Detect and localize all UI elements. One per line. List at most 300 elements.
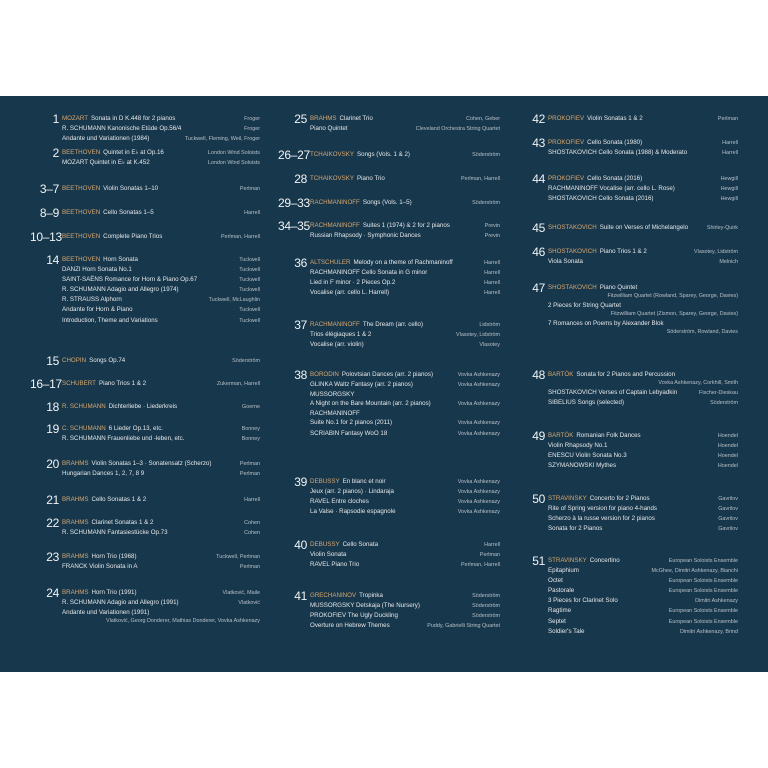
track-line — [310, 507, 500, 517]
track-line — [548, 301, 738, 310]
work-title — [548, 247, 691, 256]
performer: Lidström — [479, 322, 500, 328]
track-line — [548, 524, 738, 534]
work-title — [548, 319, 735, 328]
work-text: Piano Quintet — [310, 125, 348, 133]
work-title — [310, 507, 455, 516]
work-title — [310, 399, 455, 408]
work-text: Suite on Verses of Michelangelo — [599, 224, 689, 231]
disc-entry — [30, 114, 260, 144]
work-title — [548, 556, 666, 565]
work-title — [310, 390, 497, 399]
work-text: Russian Rhapsody · Symphonic Dances — [310, 232, 421, 240]
work-text: R. SCHUMANN Frauenliebe und -leben, etc. — [62, 435, 185, 443]
disc-entry — [516, 138, 738, 158]
track-line — [62, 424, 260, 434]
work-title — [62, 134, 182, 143]
track-line — [62, 402, 260, 412]
work-text: Piano Quintet — [599, 284, 638, 291]
composer: PROKOFIEV — [548, 139, 585, 146]
disc-number: 51 — [532, 554, 545, 568]
disc-entry — [30, 495, 260, 505]
performer: Melnich — [719, 259, 738, 266]
work-title — [62, 402, 239, 411]
work-title — [62, 562, 237, 571]
composer: BEETHOVEN — [62, 185, 101, 192]
work-text: 7 Romances on Poems by Alexander Blok — [548, 320, 664, 328]
performer: Söderström — [472, 152, 500, 158]
work-text: RACHMANINOFF Cello Sonata in G minor — [310, 269, 428, 277]
work-title — [310, 150, 469, 159]
track-line — [310, 340, 500, 350]
track-line — [62, 518, 260, 528]
performer: Fitzwilliam Quartet (Zismon, Sparey, George, Davies) — [610, 311, 738, 318]
track-line — [62, 562, 260, 572]
work-text: Cello Sonata — [342, 541, 379, 548]
track-line — [548, 148, 738, 158]
disc-entry — [30, 552, 260, 572]
work-title — [310, 611, 469, 620]
work-text: Horn Trio (1991) — [91, 589, 137, 596]
performer: Cohen, Geber — [466, 116, 500, 122]
disc-number: 39 — [294, 475, 307, 489]
work-title — [62, 316, 236, 325]
performer: Tuckwell — [239, 257, 260, 263]
work-title — [62, 305, 236, 314]
track-line — [310, 370, 500, 380]
disc-entry — [30, 255, 260, 326]
work-title — [548, 451, 715, 460]
track-line — [310, 409, 500, 418]
track-line — [310, 150, 500, 160]
disc-entry — [516, 174, 738, 204]
performer: Tuckwell, Perlman — [216, 554, 260, 560]
performer: McGhee, Dimitri Ashkenazy, Bianchi — [651, 568, 738, 575]
track-line — [310, 114, 500, 124]
work-title — [62, 469, 237, 478]
work-text: Piano Trios 1 & 2 — [98, 380, 147, 387]
track-line — [310, 560, 500, 570]
performer: Goerne — [242, 404, 260, 410]
work-text: 6 Lieder Op.13, etc. — [108, 425, 164, 432]
work-text: SAINT-SAËNS Romance for Horn & Piano Op.67 — [62, 276, 198, 284]
work-text: Jeux (arr. 2 pianos) · Lindaraja — [310, 488, 394, 496]
work-text: The Dream (arr. cello) — [362, 321, 424, 328]
work-title — [310, 601, 469, 610]
disc-number: 49 — [532, 429, 545, 443]
work-text: Hungarian Dances 1, 2, 7, 8 9 — [62, 470, 145, 478]
track-line — [548, 596, 738, 606]
composer: STRAVINSKY — [548, 557, 587, 564]
performer: Vlasotey, Lidström — [694, 249, 738, 255]
track-line — [310, 198, 500, 208]
track-line — [548, 292, 738, 301]
work-title — [310, 340, 476, 349]
track-line — [548, 328, 738, 337]
work-title — [548, 431, 715, 440]
track-line — [62, 459, 260, 469]
work-text: Trios élégiaques 1 & 2 — [310, 331, 372, 339]
work-text: Quintet in E♭ at Op.16 — [103, 149, 164, 156]
performer: Söderström — [472, 613, 500, 620]
work-text: Cello Sonatas 1 & 2 — [91, 496, 147, 503]
work-text: Ragtime — [548, 607, 572, 615]
work-title — [310, 174, 458, 183]
track-line — [548, 114, 738, 124]
disc-entry — [516, 370, 738, 408]
work-text: Songs (Vols. 1–5) — [362, 199, 412, 206]
track-line — [62, 255, 260, 265]
disc-entry — [30, 402, 260, 412]
work-title — [548, 148, 719, 157]
disc-number: 2 — [52, 146, 59, 160]
composer: R. SCHUMANN — [62, 403, 106, 410]
performer: Zukerman, Harrell — [216, 381, 260, 387]
work-title — [62, 275, 236, 284]
performer: Bonney — [241, 426, 260, 432]
performer: Gavrilov — [718, 506, 738, 513]
composer: BARTÓK — [548, 432, 574, 439]
disc-number: 3–7 — [39, 182, 59, 196]
work-title — [548, 627, 677, 636]
performer: European Soloists Ensemble — [668, 608, 738, 615]
track-line — [548, 319, 738, 328]
disc-number: 34–35 — [278, 219, 310, 233]
disc-entry — [516, 223, 738, 233]
work-text: RACHMANINOFF — [310, 410, 360, 418]
performer: Perlman — [239, 471, 260, 478]
work-title — [548, 184, 718, 193]
performer: Harrell — [244, 497, 260, 503]
work-text: Concertino — [589, 557, 620, 564]
track-line — [310, 278, 500, 288]
work-text: GLINKA Waltz Fantasy (arr. 2 pianos) — [310, 381, 413, 389]
work-title — [62, 255, 236, 264]
composer: BARTÓK — [548, 371, 574, 378]
work-text: DANZI Horn Sonata No.1 — [62, 266, 132, 274]
performer: Tuckwell — [239, 267, 260, 274]
work-title — [310, 114, 463, 123]
work-title — [62, 608, 257, 617]
track-line — [62, 316, 260, 326]
work-text: Octet — [548, 577, 563, 585]
work-title — [548, 223, 704, 232]
work-title — [62, 379, 214, 388]
work-text: Horn Trio (1968) — [91, 553, 137, 560]
work-title — [62, 588, 220, 597]
composer: BEETHOVEN — [62, 233, 101, 240]
work-text: R. SCHUMANN Adagio and Allegro (1974) — [62, 286, 179, 294]
disc-number: 18 — [46, 400, 59, 414]
disc-entry — [30, 356, 260, 366]
performer: Harrell — [484, 542, 500, 548]
performer: Söderström — [232, 358, 260, 364]
disc-entry — [278, 174, 500, 184]
track-line — [310, 221, 500, 231]
performer: Söderström — [472, 603, 500, 610]
track-line — [62, 495, 260, 505]
work-title — [548, 566, 649, 575]
track-line — [548, 494, 738, 504]
track-line — [310, 591, 500, 601]
disc-number: 26–27 — [278, 148, 310, 162]
performer: Tuckwell, Fleming, Weil, Froger — [184, 136, 260, 143]
disc-number: 1 — [52, 112, 59, 126]
track-line — [548, 627, 738, 637]
track-line — [310, 258, 500, 268]
work-title — [310, 221, 482, 230]
track-line — [548, 566, 738, 576]
performer: Vovka Ashkenazy — [457, 372, 500, 378]
disc-entry — [278, 477, 500, 517]
disc-entry — [278, 370, 500, 439]
work-title — [62, 356, 229, 365]
performer: Gavrilov — [718, 516, 738, 523]
work-text: Violin Rhapsody No.1 — [548, 442, 608, 450]
track-line — [548, 223, 738, 233]
disc-entry — [516, 114, 738, 124]
work-title — [548, 606, 666, 615]
work-text: Tropinka — [359, 592, 383, 599]
disc-number: 28 — [294, 172, 307, 186]
work-title — [62, 265, 236, 274]
composer: MOZART — [62, 115, 89, 122]
work-title — [548, 194, 718, 203]
work-text: Epitaphium — [548, 567, 579, 575]
track-line — [310, 601, 500, 611]
work-title — [310, 591, 469, 600]
performer: Dimitri Ashkenazy — [695, 598, 738, 605]
work-text: 3 Pieces for Clarinet Solo — [548, 597, 618, 605]
work-text: PROKOFIEV The Ugly Duckling — [310, 612, 398, 620]
track-line — [62, 184, 260, 194]
disc-entry — [30, 459, 260, 479]
disc-number: 46 — [532, 245, 545, 259]
track-line — [310, 390, 500, 399]
track-line — [62, 305, 260, 315]
disc-number: 43 — [532, 136, 545, 150]
track-line — [62, 275, 260, 285]
composer: RACHMANINOFF — [310, 321, 360, 328]
work-title — [548, 138, 719, 147]
performer: Tuckwell — [239, 317, 260, 324]
work-title — [62, 434, 239, 443]
track-line — [548, 504, 738, 514]
work-text: ENESCU Violin Sonata No.3 — [548, 452, 627, 460]
track-line — [548, 283, 738, 292]
disc-entry — [516, 556, 738, 637]
disc-number: 20 — [46, 457, 59, 471]
performer: Hewgill — [720, 196, 738, 203]
performer: Hoendel — [717, 443, 738, 450]
composer: PROKOFIEV — [548, 175, 585, 182]
composer: BRAHMS — [62, 460, 89, 467]
work-title — [548, 617, 666, 626]
performer: Harrell — [484, 260, 500, 266]
work-title — [548, 174, 718, 183]
work-title — [548, 586, 666, 595]
composer: C. SCHUMANN — [62, 425, 106, 432]
work-title — [310, 487, 455, 496]
disc-number: 50 — [532, 492, 545, 506]
work-title — [548, 398, 707, 407]
disc-entry — [278, 150, 500, 160]
work-text: SCRIABIN Fantasy WoO 18 — [310, 429, 388, 437]
disc-entry — [30, 148, 260, 168]
disc-number: 19 — [46, 422, 59, 436]
track-line — [62, 356, 260, 366]
work-title — [310, 409, 497, 418]
track-line — [310, 268, 500, 278]
work-title — [548, 576, 666, 585]
work-text: RAVEL Entre cloches — [310, 498, 369, 506]
work-title — [62, 598, 235, 607]
work-title — [62, 295, 206, 304]
work-title — [548, 514, 715, 523]
performer: Shirley-Quirk — [706, 225, 738, 231]
work-text: Andante und Variationen (1991) — [62, 609, 150, 617]
disc-entry — [30, 588, 260, 626]
disc-entry — [516, 431, 738, 471]
track-line — [62, 265, 260, 275]
disc-number: 44 — [532, 172, 545, 186]
performer: European Soloists Ensemble — [668, 578, 738, 585]
track-line — [310, 330, 500, 340]
composer: BEETHOVEN — [62, 256, 101, 263]
track-line — [548, 514, 738, 524]
work-title — [310, 429, 455, 438]
work-title — [310, 497, 455, 506]
disc-number: 29–33 — [278, 196, 310, 210]
performer: Söderström — [472, 200, 500, 206]
performer: Tuckwell, McLaughlin — [208, 297, 260, 304]
performer: Söderström — [472, 593, 500, 599]
performer: Cleveland Orchestra String Quartet — [415, 126, 500, 133]
work-text: Piano Trios 1 & 2 — [599, 248, 647, 255]
track-line — [548, 388, 738, 398]
work-text: Cello Sonata (1980) — [587, 139, 643, 146]
track-line — [310, 497, 500, 507]
performer: Perlman, Harrell — [221, 234, 260, 240]
performer: Gavrilov — [718, 526, 738, 533]
work-title — [62, 148, 205, 157]
disc-number: 24 — [46, 586, 59, 600]
work-text: Romanian Folk Dances — [576, 432, 641, 439]
work-text: La Valse · Rapsodie espagnole — [310, 508, 396, 516]
track-line — [548, 441, 738, 451]
work-title — [310, 320, 476, 329]
disc-number: 14 — [46, 253, 59, 267]
performer: Cohen — [244, 520, 260, 526]
work-text: Sonata in D K.448 for 2 pianos — [91, 115, 176, 122]
composer: SCHUBERT — [62, 380, 96, 387]
performer: Tuckwell — [239, 307, 260, 314]
disc-number: 40 — [294, 538, 307, 552]
work-text: Cello Sonata (2016) — [587, 175, 643, 182]
performer: Vovka Ashkenazy — [457, 499, 500, 506]
work-title — [62, 184, 237, 193]
track-line — [62, 469, 260, 479]
track-line — [310, 550, 500, 560]
disc-entry — [30, 232, 260, 242]
work-text: SIBELIUS Songs (selected) — [548, 399, 625, 407]
work-text: Rite of Spring version for piano 4-hands — [548, 505, 658, 513]
track-line — [62, 379, 260, 389]
track-line — [548, 576, 738, 586]
performer: Perlman — [239, 564, 260, 571]
performer: Fischer-Dieskau — [699, 390, 738, 397]
performer: Söderström — [710, 400, 738, 407]
track-line — [548, 556, 738, 566]
work-text: Clarinet Sonatas 1 & 2 — [91, 519, 154, 526]
work-title — [62, 424, 239, 433]
work-text: Songs Op.74 — [89, 357, 126, 364]
work-text: MUSSORGSKY Detskaja (The Nursery) — [310, 602, 420, 610]
work-text: Complete Piano Trios — [103, 233, 163, 240]
work-title — [310, 550, 477, 559]
work-title — [310, 477, 455, 486]
track-line — [548, 606, 738, 616]
disc-entry — [278, 540, 500, 570]
composer: TCHAIKOVSKY — [310, 151, 355, 158]
track-line — [310, 231, 500, 241]
disc-number: 48 — [532, 368, 545, 382]
performer: Perlman, Harrell — [461, 176, 500, 182]
performer: Perlman — [479, 552, 500, 559]
track-line — [62, 124, 260, 134]
performer: European Soloists Ensemble — [668, 618, 738, 625]
work-text: En blanc et noir — [342, 478, 386, 485]
disc-number: 22 — [46, 516, 59, 530]
track-line — [62, 552, 260, 562]
performer: Harrell — [722, 150, 738, 157]
work-text: Cello Sonatas 1–5 — [103, 209, 154, 216]
disc-number: 36 — [294, 256, 307, 270]
disc-number: 41 — [294, 589, 307, 603]
track-line — [310, 540, 500, 550]
disc-entry — [516, 494, 738, 534]
work-title — [62, 518, 241, 527]
work-text: Suites 1 (1974) & 2 for 2 pianos — [362, 222, 450, 229]
performer: Perlman — [239, 186, 260, 192]
work-text: SHOSTAKOVICH Cello Sonata (2016) — [548, 195, 654, 203]
performer: Perlman — [717, 116, 738, 122]
work-title — [310, 540, 481, 549]
composer: BEETHOVEN — [62, 209, 101, 216]
work-text: SHOSTAKOVICH Cello Sonata (1988) & Moderato — [548, 149, 688, 157]
track-line — [548, 461, 738, 471]
composer: SHOSTAKOVICH — [548, 248, 597, 255]
work-text: Polovtsian Dances (arr. 2 pianos) — [341, 371, 434, 378]
composer: DEBUSSY — [310, 541, 340, 548]
work-title — [62, 124, 241, 133]
work-text: R. STRAUSS Alphorn — [62, 296, 122, 304]
performer: Vovka Ashkenazy — [457, 382, 500, 389]
performer: Froger — [244, 116, 260, 122]
work-text: Sonata for 2 Pianos and Percussion — [576, 371, 676, 378]
work-text: Horn Sonata — [103, 256, 138, 263]
track-line — [310, 429, 500, 439]
work-title — [310, 370, 455, 379]
work-text: RACHMANINOFF Vocalise (arr. cello L. Rose) — [548, 185, 675, 193]
performer: Perlman, Harrell — [461, 562, 500, 569]
work-title — [548, 524, 715, 533]
performer: Puddy, Gabrielli String Quartet — [427, 623, 500, 630]
track-line — [548, 247, 738, 257]
track-line — [310, 320, 500, 330]
track-line — [62, 232, 260, 242]
composer: PROKOFIEV — [548, 115, 585, 122]
